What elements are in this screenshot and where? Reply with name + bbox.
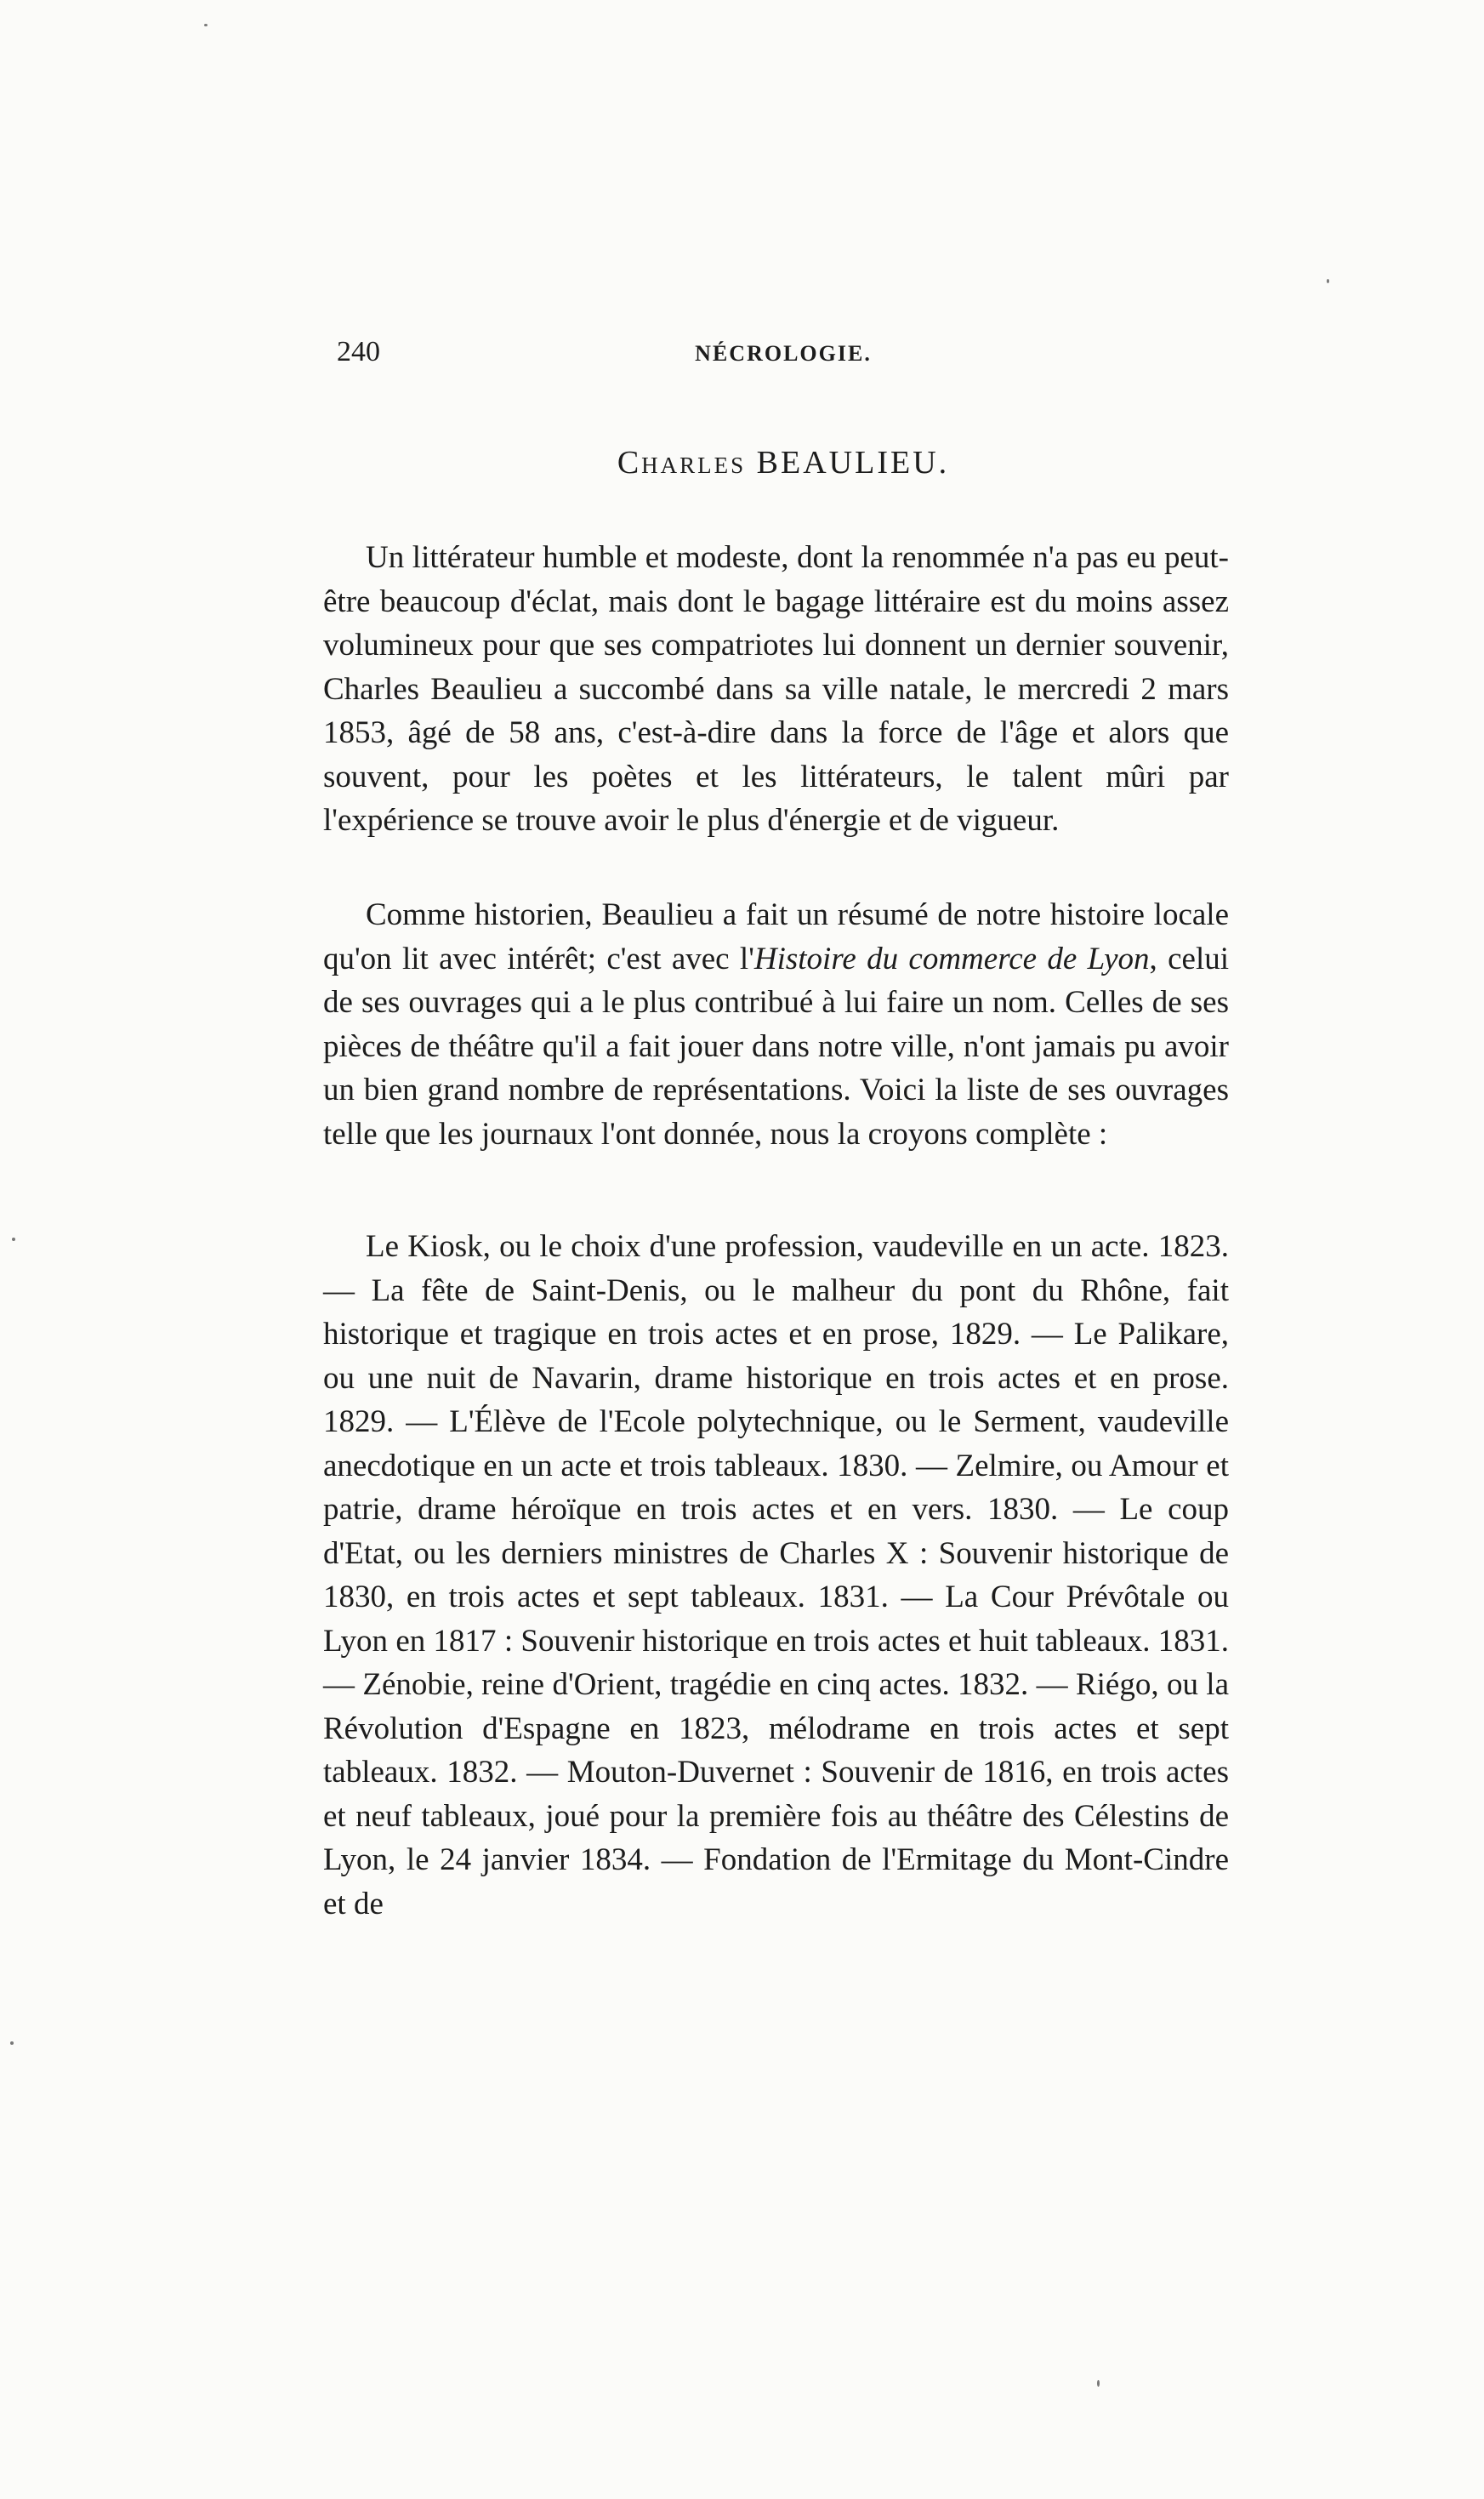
- scan-speck: [10, 2041, 14, 2045]
- works-text: Le Kiosk, ou le choix d'une profession, vaudeville en un acte. 1823. — La fête de Saint-Denis, ou le malheur du pont du Rhône, fait historique et tragique en trois actes et en prose, 1829. — Le Palikare, ou une nuit de Navarin, drame historique en trois actes et en prose. 1829. — L'Élève de l'Ecole polytechnique, ou le Serment, vaudeville anecdotique en un acte et trois tableaux. 1830. — Zelmire, ou Amour et patrie, drame héroïque en trois actes et en vers. 1830. — Le coup d'Etat, ou les derniers ministres de Charles X : Souvenir historique de 1830, en trois actes et sept tableaux. 1831. — La Cour Prévôtale ou Lyon en 1817 : Souvenir historique en trois actes et huit tableaux. 1831. — Zénobie, reine d'Orient, tragédie en cinq actes. 1832. — Riégo, ou la Révolution d'Espagne en 1823, mélodrame en trois actes et sept tableaux. 1832. — Mouton-Duvernet : Souvenir de 1816, en trois actes et neuf tableaux, joué pour la première fois au théâtre des Célestins de Lyon, le 24 janvier 1834. — Fondation de l'Ermitage du Mont-Cindre et de: [323, 1229, 1229, 1921]
- scan-speck: [12, 1238, 15, 1241]
- history-text-part2: , celui de ses ouvrages qui a le plus contribué à lui faire un nom. Celles de ses pièces de théâtre qu'il a fait jouer dans notre ville, n'ont jamais pu avoir un bien grand nombre de représentations. Voici la liste de ses ouvrages telle que les journaux l'ont donnée, nous la croyons complète :: [323, 941, 1230, 1152]
- intro-text: Un littérateur humble et modeste, dont la renommée n'a pas eu peut-être beaucoup d'éclat, mais dont le bagage littéraire est du moins assez volumineux pour que ses compatriotes lui donnent un dernier souvenir, Charles Beaulieu a succombé dans sa ville natale, le mercredi 2 mars 1853, âgé de 58 ans, c'est-à-dire dans la force de l'âge et alors que souvent, pour les poètes et les littérateurs, le talent mûri par l'expérience se trouve avoir le plus d'énergie et de vigueur.: [323, 540, 1229, 838]
- works-paragraph: [323, 1225, 1229, 1926]
- scan-speck: [1097, 2380, 1100, 2387]
- history-text: [323, 893, 1229, 1156]
- scan-speck: [204, 24, 208, 26]
- intro-paragraph: [323, 536, 1229, 843]
- scan-speck: [1327, 279, 1329, 283]
- article-title: Charles BEAULIEU.: [617, 445, 950, 481]
- page-header: [337, 336, 1230, 379]
- history-paragraph: [323, 893, 1229, 1156]
- book-title-italic: Histoire du commerce de Lyon: [753, 941, 1150, 976]
- running-head: NÉCROLOGIE.: [695, 341, 872, 366]
- history-text-part1: Comme historien, Beaulieu a fait un résumé de notre histoire locale qu'on lit avec intérêt; c'est avec l': [323, 897, 1229, 976]
- page-number: 240: [337, 336, 380, 367]
